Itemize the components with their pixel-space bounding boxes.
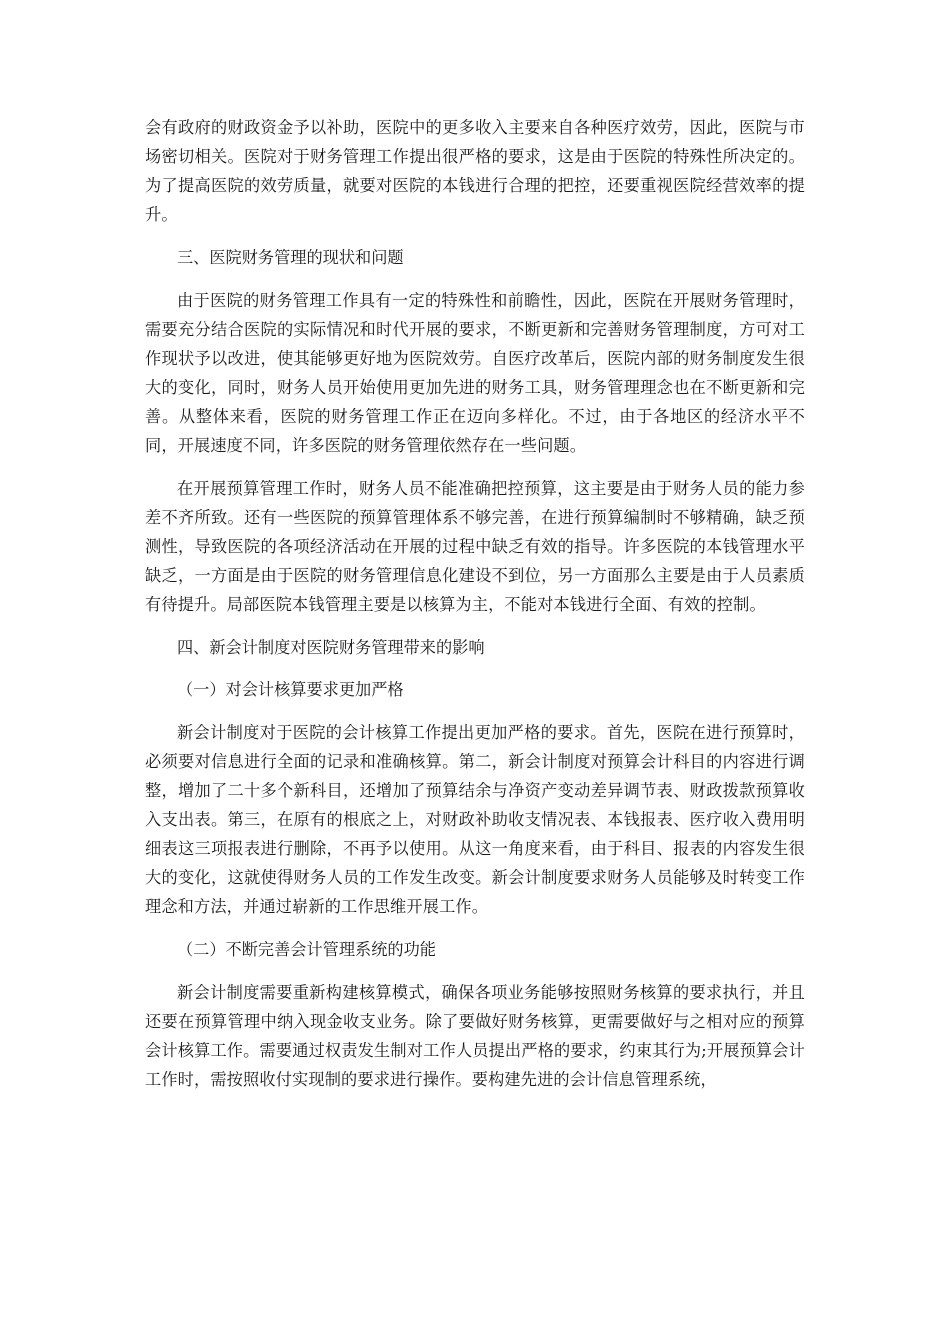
body-paragraph: 在开展预算管理工作时，财务人员不能准确把控预算，这主要是由于财务人员的能力参差不齐所致。还有一些医院的预算管理体系不够完善，在进行预算编制时不够精确，缺乏预测性，导致医院的各项经济活动在开展的过程中缺乏有效的指导。许多医院的本钱管理水平缺乏，一方面是由于医院的财务管理信息化建设不到位，另一方面那么主要是由于人员素质有待提升。局部医院本钱管理主要是以核算为主，不能对本钱进行全面、有效的控制。 xyxy=(145,479,805,614)
subsection-heading: （一）对会计核算要求更加严格 xyxy=(177,680,404,699)
section-heading: 四、新会计制度对医院财务管理带来的影响 xyxy=(177,638,485,657)
body-paragraph: 会有政府的财政资金予以补助，医院中的更多收入主要来自各种医疗效劳，因此，医院与市场密切相关。医院对于财务管理工作提出很严格的要求，这是由于医院的特殊性所决定的。为了提高医院的效劳质量，就要对医院的本钱进行合理的把控，还要重视医院经营效率的提升。 xyxy=(145,118,805,224)
subsection-heading: （二）不断完善会计管理系统的功能 xyxy=(177,940,436,959)
body-paragraph: 新会计制度需要重新构建核算模式，确保各项业务能够按照财务核算的要求执行，并且还要在预算管理中纳入现金收支业务。除了要做好财务核算，更需要做好与之相对应的预算会计核算工作。需要通过权责发生制对工作人员提出严格的要求，约束其行为;开展预算会计工作时，需按照收付实现制的要求进行操作。要构建先进的会计信息管理系统， xyxy=(145,983,805,1089)
body-paragraph: 由于医院的财务管理工作具有一定的特殊性和前瞻性，因此，医院在开展财务管理时，需要充分结合医院的实际情况和时代开展的要求，不断更新和完善财务管理制度，方可对工作现状予以改进，使其能够更好地为医院效劳。自医疗改革后，医院内部的财务制度发生很大的变化，同时，财务人员开始使用更加先进的财务工具，财务管理理念也在不断更新和完善。从整体来看，医院的财务管理工作正在迈向多样化。不过，由于各地区的经济水平不同，开展速度不同，许多医院的财务管理依然存在一些问题。 xyxy=(145,291,805,455)
body-paragraph: 新会计制度对于医院的会计核算工作提出更加严格的要求。首先，医院在进行预算时，必须要对信息进行全面的记录和准确核算。第二，新会计制度对预算会计科目的内容进行调整，增加了二十多个新科目，还增加了预算结余与净资产变动差异调节表、财政拨款预算收入支出表。第三，在原有的根底之上，对财政补助收支情况表、本钱报表、医疗收入费用明细表这三项报表进行删除，不再予以使用。从这一角度来看，由于科目、报表的内容发生很大的变化，这就使得财务人员的工作发生改变。新会计制度要求财务人员能够及时转变工作理念和方法，并通过崭新的工作思维开展工作。 xyxy=(145,723,805,916)
section-heading: 三、医院财务管理的现状和问题 xyxy=(177,248,404,267)
document-page xyxy=(145,113,805,1094)
